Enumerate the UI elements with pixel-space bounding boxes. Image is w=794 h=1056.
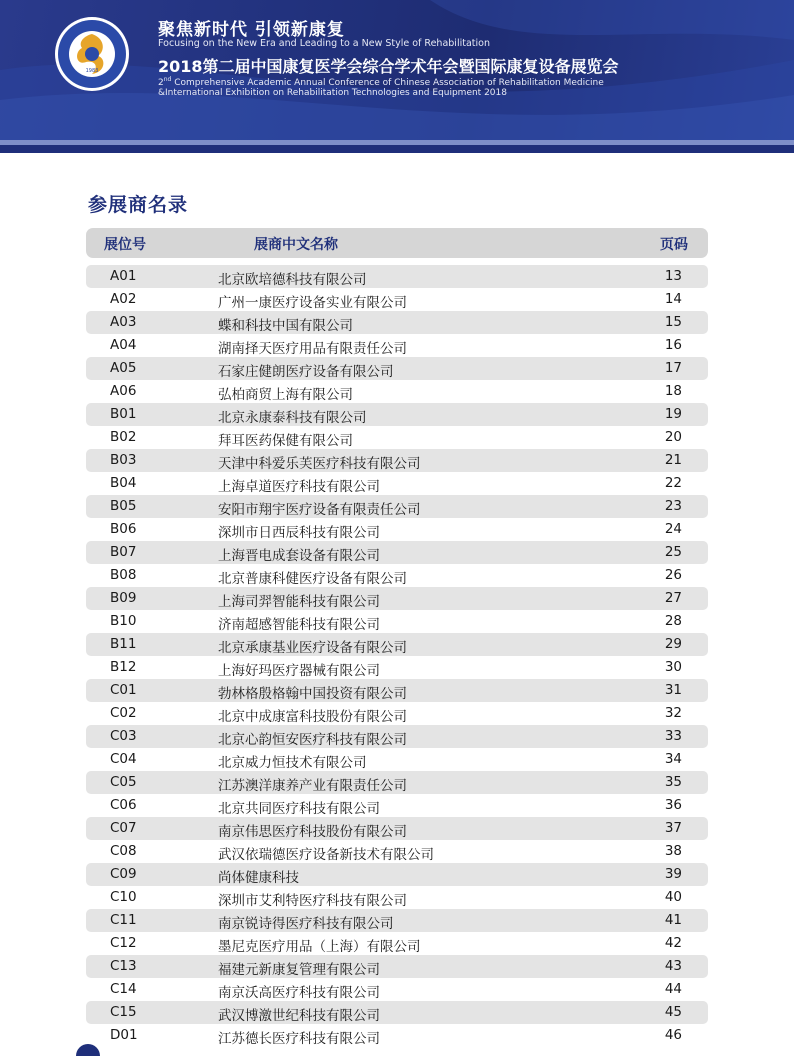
table-row: [86, 380, 708, 403]
table-row: [86, 564, 708, 587]
booth-cell: C14: [110, 981, 137, 997]
exhibitor-name-cell: 墨尼克医疗用品（上海）有限公司: [218, 939, 421, 955]
page-number-cell: 36: [664, 797, 682, 813]
slogan-english: Focusing on the New Era and Leading to a New Style of Rehabilitation: [158, 38, 490, 49]
table-row: [86, 426, 708, 449]
exhibitor-name-cell: 北京承康基业医疗设备有限公司: [218, 640, 407, 656]
booth-cell: C10: [110, 889, 137, 905]
booth-cell: C08: [110, 843, 137, 859]
page-number-cell: 14: [664, 291, 682, 307]
page-number-cell: 17: [664, 360, 682, 376]
table-row: [86, 932, 708, 955]
table-row: [86, 955, 708, 978]
page-number-cell: 18: [664, 383, 682, 399]
exhibitor-name-cell: 上海司羿智能科技有限公司: [218, 594, 380, 610]
booth-cell: C05: [110, 774, 137, 790]
page-number-cell: 39: [664, 866, 682, 882]
page-number-cell: 24: [664, 521, 682, 537]
booth-cell: C01: [110, 682, 137, 698]
page-number-cell: 25: [664, 544, 682, 560]
booth-cell: A01: [110, 268, 137, 284]
booth-cell: B12: [110, 659, 137, 675]
booth-cell: B08: [110, 567, 137, 583]
exhibitor-name-cell: 北京共同医疗科技有限公司: [218, 801, 380, 817]
booth-cell: A03: [110, 314, 137, 330]
exhibitor-name-cell: 福建元新康复管理有限公司: [218, 962, 380, 978]
table-row: [86, 1024, 708, 1047]
booth-cell: C06: [110, 797, 137, 813]
table-row: [86, 587, 708, 610]
page-number-cell: 35: [664, 774, 682, 790]
booth-cell: B09: [110, 590, 137, 606]
exhibitor-name-cell: 南京沃高医疗科技有限公司: [218, 985, 380, 1001]
booth-cell: C12: [110, 935, 137, 951]
table-row: [86, 265, 708, 288]
table-row: [86, 311, 708, 334]
page-number-cell: 30: [664, 659, 682, 675]
page-number-cell: 29: [664, 636, 682, 652]
exhibitor-name-cell: 江苏澳洋康养产业有限责任公司: [218, 778, 407, 794]
exhibitor-name-cell: 北京永康泰科技有限公司: [218, 410, 367, 426]
table-row: [86, 863, 708, 886]
page-number-cell: 42: [664, 935, 682, 951]
slogan-chinese: 聚焦新时代 引领新康复: [158, 20, 345, 40]
booth-cell: A05: [110, 360, 137, 376]
booth-cell: A04: [110, 337, 137, 353]
page-number-cell: 28: [664, 613, 682, 629]
header-stripe-dark: [0, 145, 794, 153]
table-row: [86, 495, 708, 518]
exhibitor-name-cell: 北京心韵恒安医疗科技有限公司: [218, 732, 407, 748]
conference-title-chinese: 2018第二届中国康复医学会综合学术年会暨国际康复设备展览会: [158, 57, 619, 76]
exhibitor-name-cell: 天津中科爱乐芙医疗科技有限公司: [218, 456, 421, 472]
exhibitor-name-cell: 上海卓道医疗科技有限公司: [218, 479, 380, 495]
table-row: [86, 541, 708, 564]
exhibitor-name-cell: 深圳市日西辰科技有限公司: [218, 525, 380, 541]
booth-cell: C13: [110, 958, 137, 974]
page-number-cell: 34: [664, 751, 682, 767]
booth-cell: B02: [110, 429, 137, 445]
table-body: [86, 265, 708, 1047]
booth-cell: B07: [110, 544, 137, 560]
page-number-cell: 22: [664, 475, 682, 491]
booth-cell: B01: [110, 406, 137, 422]
table-row: [86, 817, 708, 840]
exhibitor-name-cell: 南京伟思医疗科技股份有限公司: [218, 824, 407, 840]
exhibitor-name-cell: 勃林格殷格翰中国投资有限公司: [218, 686, 407, 702]
table-row: [86, 472, 708, 495]
page-number-cell: 27: [664, 590, 682, 606]
page-number-cell: 23: [664, 498, 682, 514]
exhibitor-name-cell: 深圳市艾利特医疗科技有限公司: [218, 893, 407, 909]
page-number-cell: 19: [664, 406, 682, 422]
table-row: [86, 633, 708, 656]
booth-cell: A06: [110, 383, 137, 399]
booth-cell: A02: [110, 291, 137, 307]
table-row: [86, 334, 708, 357]
table-row: [86, 978, 708, 1001]
page-number-cell: 31: [664, 682, 682, 698]
page-number-cell: 15: [664, 314, 682, 330]
table-row: [86, 656, 708, 679]
page-number-cell: 20: [664, 429, 682, 445]
column-header-name: 展商中文名称: [254, 237, 338, 253]
page-number-cell: 32: [664, 705, 682, 721]
table-header: [86, 228, 708, 258]
table-row: [86, 794, 708, 817]
exhibitor-name-cell: 南京锐诗得医疗科技有限公司: [218, 916, 394, 932]
exhibitor-name-cell: 武汉博激世纪科技有限公司: [218, 1008, 380, 1024]
booth-cell: C07: [110, 820, 137, 836]
section-title: 参展商名录: [88, 194, 189, 216]
page-number-cell: 38: [664, 843, 682, 859]
table-row: [86, 1001, 708, 1024]
booth-cell: C09: [110, 866, 137, 882]
booth-cell: B04: [110, 475, 137, 491]
table-row: [86, 909, 708, 932]
page-number-cell: 44: [664, 981, 682, 997]
table-row: [86, 771, 708, 794]
exhibitor-name-cell: 蝶和科技中国有限公司: [218, 318, 353, 334]
table-row: [86, 288, 708, 311]
exhibitor-name-cell: 弘柏商贸上海有限公司: [218, 387, 353, 403]
table-row: [86, 840, 708, 863]
page-number-cell: 41: [664, 912, 682, 928]
conference-title-english-line1: 2nd Comprehensive Academic Annual Conference of Chinese Association of Rehabilitation Medicine: [158, 76, 604, 88]
exhibitor-name-cell: 北京普康科健医疗设备有限公司: [218, 571, 407, 587]
conference-title-english-line2: &International Exhibition on Rehabilitation Technologies and Equipment 2018: [158, 88, 507, 98]
booth-cell: B05: [110, 498, 137, 514]
exhibitor-name-cell: 北京中成康富科技股份有限公司: [218, 709, 407, 725]
table-row: [86, 748, 708, 771]
page-number-cell: 43: [664, 958, 682, 974]
page-number-cell: 46: [664, 1027, 682, 1043]
page-number-cell: 33: [664, 728, 682, 744]
booth-cell: C04: [110, 751, 137, 767]
page-number-cell: 45: [664, 1004, 682, 1020]
booth-cell: C15: [110, 1004, 137, 1020]
table-row: [86, 610, 708, 633]
table-row: [86, 679, 708, 702]
exhibitor-name-cell: 上海晋电成套设备有限公司: [218, 548, 380, 564]
exhibitor-name-cell: 安阳市翔宇医疗设备有限责任公司: [218, 502, 421, 518]
association-logo: [54, 16, 130, 92]
booth-cell: D01: [110, 1027, 138, 1043]
exhibitor-name-cell: 北京威力恒技术有限公司: [218, 755, 367, 771]
page-number-cell: 40: [664, 889, 682, 905]
exhibitor-name-cell: 武汉依瑞德医疗设备新技术有限公司: [218, 847, 434, 863]
header-banner: [0, 0, 794, 140]
page-number-cell: 16: [664, 337, 682, 353]
table-row: [86, 518, 708, 541]
page-number-cell: 13: [664, 268, 682, 284]
exhibitor-name-cell: 江苏德长医疗科技有限公司: [218, 1031, 380, 1047]
exhibitor-table: [86, 228, 708, 1047]
table-row: [86, 886, 708, 909]
table-row: [86, 357, 708, 380]
booth-cell: B10: [110, 613, 137, 629]
table-row: [86, 449, 708, 472]
booth-cell: C11: [110, 912, 137, 928]
logo-year: 1983: [85, 68, 99, 74]
exhibitor-name-cell: 济南超感智能科技有限公司: [218, 617, 380, 633]
booth-cell: C02: [110, 705, 137, 721]
exhibitor-name-cell: 拜耳医药保健有限公司: [218, 433, 353, 449]
table-row: [86, 702, 708, 725]
column-header-booth: 展位号: [104, 237, 146, 253]
table-row: [86, 725, 708, 748]
booth-cell: B06: [110, 521, 137, 537]
exhibitor-name-cell: 广州一康医疗设备实业有限公司: [218, 295, 407, 311]
booth-cell: B11: [110, 636, 137, 652]
booth-cell: C03: [110, 728, 137, 744]
table-row: [86, 403, 708, 426]
exhibitor-name-cell: 上海好玛医疗器械有限公司: [218, 663, 380, 679]
page-number-cell: 26: [664, 567, 682, 583]
page-number-cell: 37: [664, 820, 682, 836]
booth-cell: B03: [110, 452, 137, 468]
exhibitor-name-cell: 尚体健康科技: [218, 870, 299, 886]
column-header-page: 页码: [660, 237, 688, 253]
page-number-cell: 21: [664, 452, 682, 468]
exhibitor-name-cell: 北京欧培德科技有限公司: [218, 272, 367, 288]
exhibitor-name-cell: 湖南择天医疗用品有限责任公司: [218, 341, 407, 357]
exhibitor-name-cell: 石家庄健朗医疗设备有限公司: [218, 364, 394, 380]
